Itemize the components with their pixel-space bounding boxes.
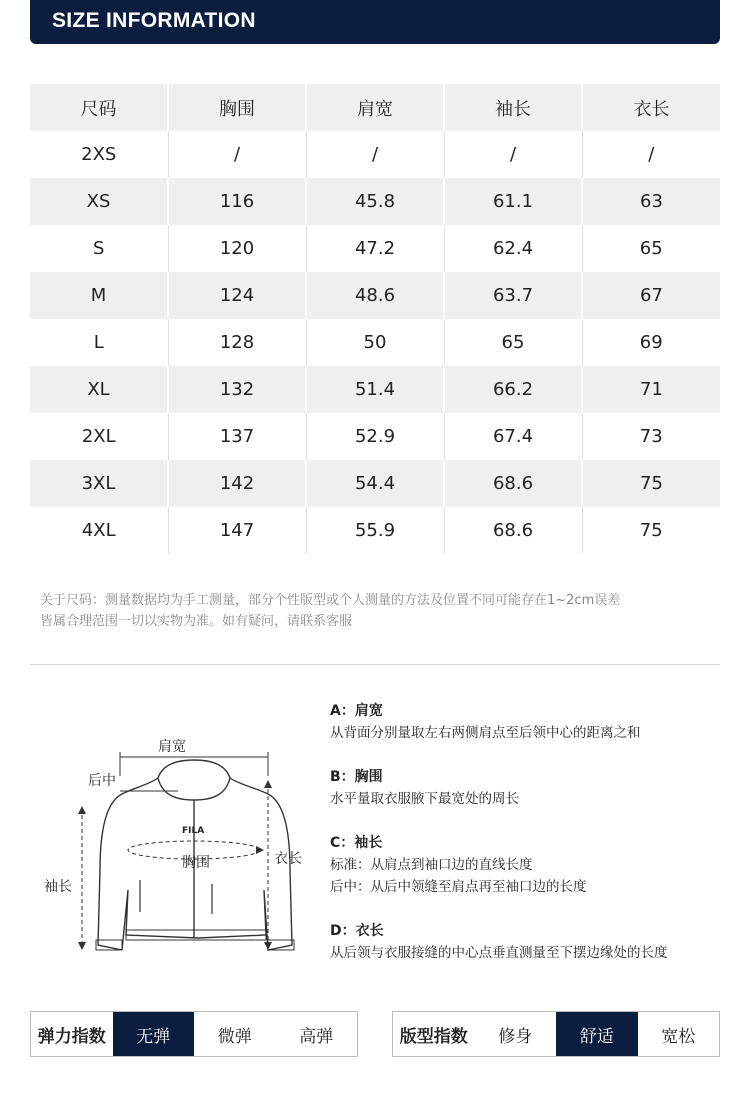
table-cell: 2XL — [30, 413, 168, 460]
table-cell: 62.4 — [444, 225, 582, 272]
column-header: 衣长 — [582, 84, 720, 131]
column-header: 肩宽 — [306, 84, 444, 131]
table-cell: 51.4 — [306, 366, 444, 413]
table-cell: / — [306, 131, 444, 178]
table-row — [30, 413, 720, 460]
definition-sleeve — [330, 832, 730, 898]
measurement-note — [40, 590, 720, 632]
definition-text: 从背面分别量取左右两侧肩点至后领中心的距离之和 — [330, 725, 641, 741]
length-label: 衣长 — [274, 851, 302, 867]
chest-label: 胸围 — [182, 855, 210, 871]
size-table — [30, 84, 720, 554]
table-row — [30, 507, 720, 554]
table-cell: 116 — [168, 178, 306, 225]
table-cell: 142 — [168, 460, 306, 507]
measurement-definitions — [330, 700, 730, 986]
table-cell: 73 — [582, 413, 720, 460]
table-cell: 2XS — [30, 131, 168, 178]
header-title: SIZE INFORMATION — [52, 9, 256, 32]
table-cell: 61.1 — [444, 178, 582, 225]
elasticity-index — [30, 1011, 358, 1057]
definition-length — [330, 920, 730, 964]
table-cell: 147 — [168, 507, 306, 554]
sleeve-label: 袖长 — [44, 879, 72, 895]
jacket-illustration — [30, 690, 320, 980]
definition-chest — [330, 766, 730, 810]
table-cell: XS — [30, 178, 168, 225]
note-line: 关于尺码：测量数据均为手工测量，部分个性版型或个人测量的方法及位置不同可能存在1~2cm误差 — [40, 593, 621, 608]
table-header-row — [30, 84, 720, 131]
table-cell: S — [30, 225, 168, 272]
fit-index — [392, 1011, 720, 1057]
column-header: 袖长 — [444, 84, 582, 131]
definition-title: B：胸围 — [330, 769, 383, 785]
table-cell: / — [168, 131, 306, 178]
column-header: 胸围 — [168, 84, 306, 131]
table-cell: 4XL — [30, 507, 168, 554]
header-banner — [30, 0, 720, 44]
table-cell: 47.2 — [306, 225, 444, 272]
table-cell: 68.6 — [444, 460, 582, 507]
definition-shoulder — [330, 700, 730, 744]
table-cell: 3XL — [30, 460, 168, 507]
table-cell: 75 — [582, 507, 720, 554]
elasticity-option-slight: 微弹 — [217, 1026, 252, 1047]
elasticity-option-high: 高弹 — [299, 1026, 334, 1047]
table-cell: 48.6 — [306, 272, 444, 319]
table-cell: 71 — [582, 366, 720, 413]
table-cell: L — [30, 319, 168, 366]
table-cell: 120 — [168, 225, 306, 272]
shoulder-label: 肩宽 — [158, 739, 186, 755]
table-row — [30, 460, 720, 507]
back-center-label: 后中 — [88, 773, 116, 789]
definition-title: D：衣长 — [330, 923, 384, 939]
table-cell: 63.7 — [444, 272, 582, 319]
definition-text: 标准：从肩点到袖口边的直线长度 — [330, 857, 533, 873]
table-cell: 63 — [582, 178, 720, 225]
table-row — [30, 178, 720, 225]
fit-title: 版型指数 — [399, 1026, 468, 1047]
table-cell: 65 — [444, 319, 582, 366]
column-header: 尺码 — [30, 84, 168, 131]
elasticity-title: 弹力指数 — [37, 1026, 106, 1047]
table-cell: 137 — [168, 413, 306, 460]
table-cell: M — [30, 272, 168, 319]
fit-option-comfort: 舒适 — [556, 1012, 638, 1056]
note-line: 皆属合理范围一切以实物为准。如有疑问，请联系客服 — [40, 614, 353, 629]
definition-text: 后中：从后中领缝至肩点再至袖口边的长度 — [330, 879, 587, 895]
table-cell: 128 — [168, 319, 306, 366]
table-row — [30, 225, 720, 272]
table-row — [30, 131, 720, 178]
table-cell: 54.4 — [306, 460, 444, 507]
elasticity-option-none: 无弹 — [113, 1012, 195, 1056]
definition-title: C：袖长 — [330, 835, 383, 851]
fit-option-loose: 宽松 — [661, 1026, 696, 1047]
table-cell: / — [582, 131, 720, 178]
table-cell: 55.9 — [306, 507, 444, 554]
table-cell: 68.6 — [444, 507, 582, 554]
table-cell: 124 — [168, 272, 306, 319]
table-cell: XL — [30, 366, 168, 413]
table-cell: 65 — [582, 225, 720, 272]
definition-title: A：肩宽 — [330, 703, 383, 719]
table-row — [30, 319, 720, 366]
table-cell: 52.9 — [306, 413, 444, 460]
table-cell: 67.4 — [444, 413, 582, 460]
table-row — [30, 366, 720, 413]
table-cell: 69 — [582, 319, 720, 366]
table-cell: 45.8 — [306, 178, 444, 225]
brand-logo: FILA — [182, 826, 205, 836]
table-cell: 132 — [168, 366, 306, 413]
definition-text: 水平量取衣服腋下最宽处的周长 — [330, 791, 519, 807]
table-cell: / — [444, 131, 582, 178]
fit-option-slim: 修身 — [498, 1026, 533, 1047]
definition-text: 从后领与衣服接缝的中心点垂直测量至下摆边缘处的长度 — [330, 945, 668, 961]
section-divider — [30, 664, 720, 665]
table-cell: 67 — [582, 272, 720, 319]
table-cell: 75 — [582, 460, 720, 507]
jacket-diagram — [30, 690, 320, 980]
table-cell: 66.2 — [444, 366, 582, 413]
table-row — [30, 272, 720, 319]
table-cell: 50 — [306, 319, 444, 366]
